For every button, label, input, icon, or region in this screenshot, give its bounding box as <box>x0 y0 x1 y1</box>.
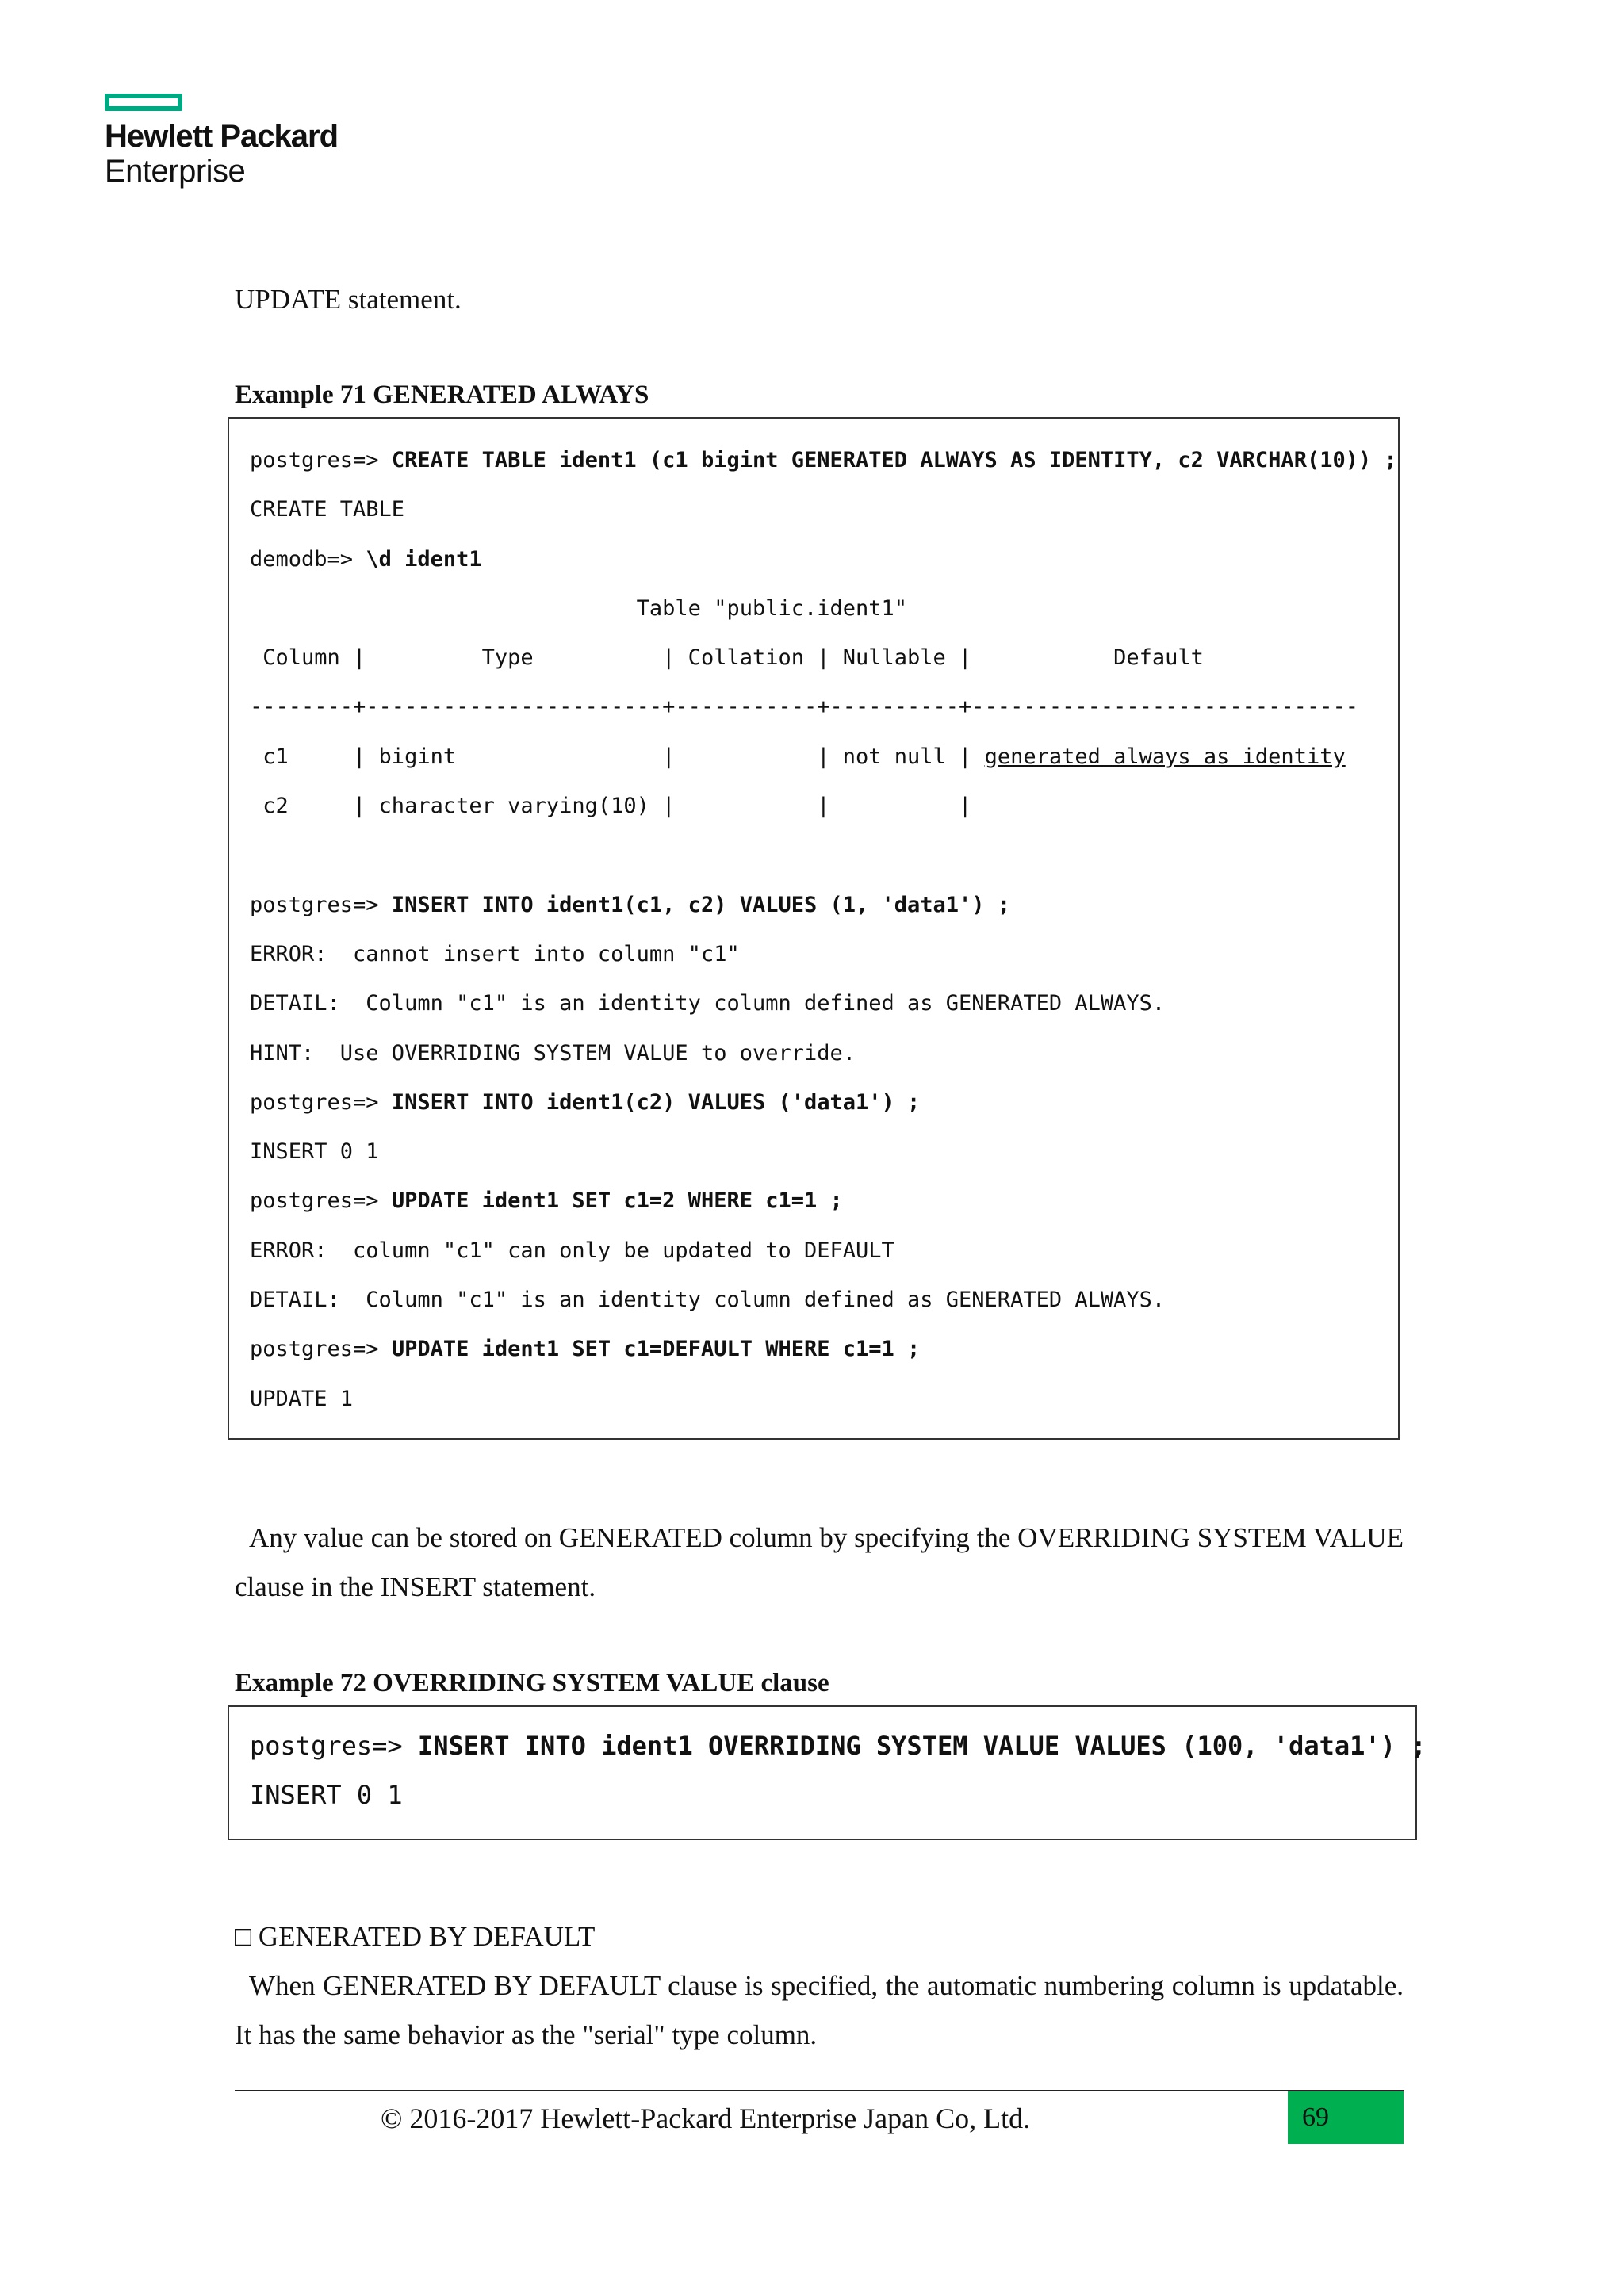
intro-text: UPDATE statement. <box>235 284 462 315</box>
code-command: \d ident1 <box>366 546 482 572</box>
by-default-paragraph: When GENERATED BY DEFAULT clause is specified, the automatic numbering column is updatable. It has the same behavior as the "serial" type column. <box>235 1970 1404 2050</box>
code-output: INSERT 0 1 <box>250 1139 379 1165</box>
overriding-paragraph: Any value can be stored on GENERATED column by specifying the OVERRIDING SYSTEM VALUE clause in the INSERT statement. <box>235 1522 1404 1602</box>
section-heading: □ GENERATED BY DEFAULT <box>235 1921 596 1952</box>
example-72-caption: Example 72 OVERRIDING SYSTEM VALUE clause <box>235 1669 829 1697</box>
code-output: UPDATE 1 <box>250 1386 354 1411</box>
code-output: ERROR: column "c1" can only be updated to DEFAULT <box>250 1238 894 1263</box>
table-header: Column | Type | Collation | Nullable | Default <box>250 645 1204 671</box>
table-cell-default: generated always as identity <box>984 744 1346 769</box>
code-prompt: postgres=> <box>250 892 392 917</box>
logo-line-2: Enterprise <box>105 154 246 189</box>
code-command: INSERT INTO ident1(c2) VALUES ('data1') ; <box>391 1089 921 1115</box>
example-72-code <box>250 1721 1426 1820</box>
example-71-code <box>250 436 1397 1424</box>
code-prompt: postgres=> <box>250 1188 392 1214</box>
code-output: ERROR: cannot insert into column "c1" <box>250 941 740 966</box>
code-command: INSERT INTO ident1 OVERRIDING SYSTEM VALUE VALUES (100, 'data1') ; <box>417 1731 1427 1761</box>
example-72-code-box <box>228 1705 1427 1840</box>
code-output: HINT: Use OVERRIDING SYSTEM VALUE to override. <box>250 1040 856 1066</box>
hpe-logo-mark <box>105 94 182 111</box>
code-command: UPDATE ident1 SET c1=2 WHERE c1=1 ; <box>391 1188 843 1214</box>
footer-rule <box>235 2090 1404 2091</box>
code-command: INSERT INTO ident1(c1, c2) VALUES (1, 'data1') ; <box>391 892 1011 917</box>
code-prompt: postgres=> <box>250 1337 392 1362</box>
table-row: c2 | character varying(10) | | | <box>250 794 972 819</box>
example-71-code-box <box>228 417 1400 1440</box>
code-prompt: demodb=> <box>250 546 366 572</box>
hpe-logo <box>105 94 338 189</box>
code-prompt: postgres=> <box>250 1089 392 1115</box>
code-output: DETAIL: Column "c1" is an identity column defined as GENERATED ALWAYS. <box>250 991 1166 1016</box>
code-command: CREATE TABLE ident1 (c1 bigint GENERATED ALWAYS AS IDENTITY, c2 VARCHAR(10)) ; <box>391 448 1397 473</box>
table-title: Table "public.ident1" <box>250 595 908 621</box>
code-output: CREATE TABLE <box>250 497 405 522</box>
logo-line-1: Hewlett Packard <box>105 119 339 154</box>
table-row: c1 | bigint | | not null | <box>250 744 985 769</box>
table-separator: --------+-----------------------+-----------+----------+------------------------------ <box>250 695 1358 720</box>
code-prompt: postgres=> <box>250 1731 418 1761</box>
page-number: 69 <box>1288 2091 1404 2144</box>
code-prompt: postgres=> <box>250 448 392 473</box>
code-output: DETAIL: Column "c1" is an identity column defined as GENERATED ALWAYS. <box>250 1288 1166 1313</box>
code-output: INSERT 0 1 <box>250 1780 403 1810</box>
footer-copyright: © 2016-2017 Hewlett-Packard Enterprise Japan Co, Ltd. <box>381 2103 1031 2134</box>
code-command: UPDATE ident1 SET c1=DEFAULT WHERE c1=1 ; <box>391 1337 921 1362</box>
example-71-caption: Example 71 GENERATED ALWAYS <box>235 381 649 409</box>
